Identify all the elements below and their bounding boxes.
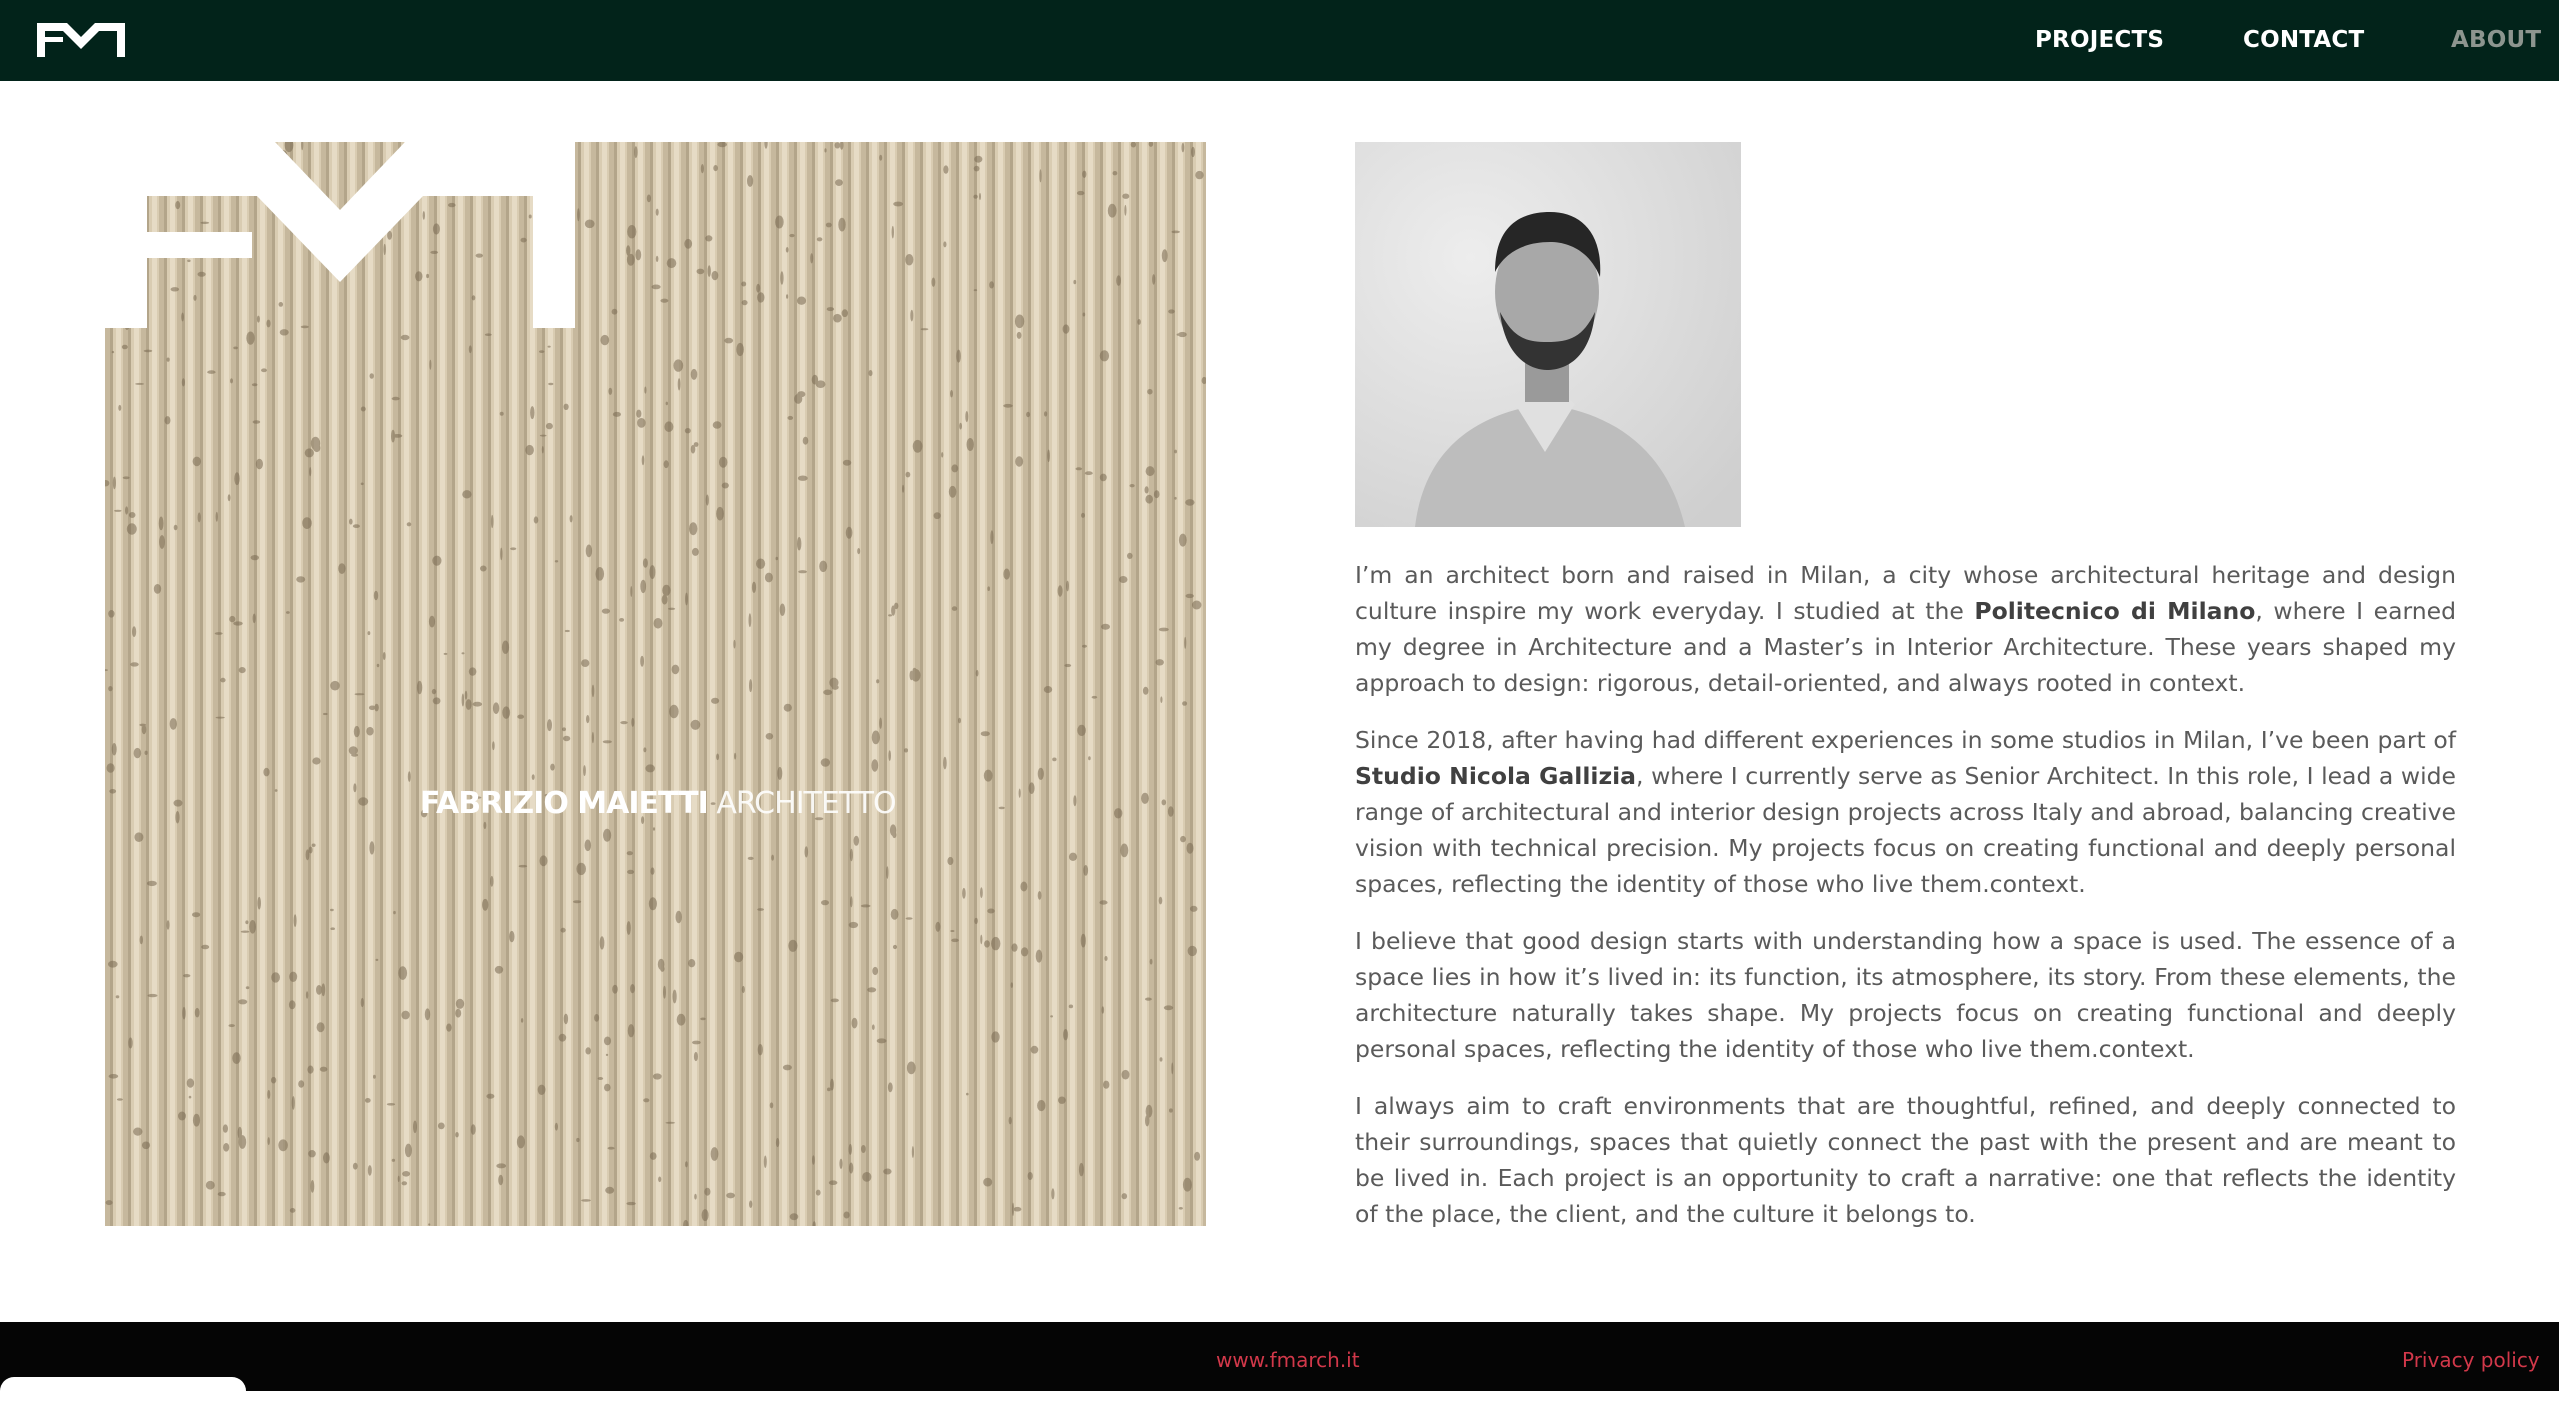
bio-paragraph-4: I always aim to craft environments that are thoughtful, refined, and deeply connected to their surroundings, spaces that quietly connect the past with the present and are meant to be lived in. Each project is an opportunity to craft a narrative: one that reflects the identity of the place, the client, and the culture it belongs to. <box>1355 1092 2456 1228</box>
bio-text: I’m an architect born and raised in Milan, a city whose architectural heritage and design culture inspire my work everyday. I studied at the <box>1355 561 2456 625</box>
hero-caption-name: FABRIZIO MAIETTI <box>420 786 708 821</box>
bio-paragraph-1 <box>1355 557 2456 701</box>
bio-text: , where I currently serve as Senior Architect. In this role, I lead a wide range of architectural and interior design projects across Italy and abroad, balancing creative vision with technical precision. My projects focus on creating functional and deeply personal spaces, reflecting the identity of those who live them.context. <box>1355 762 2456 898</box>
nav-contact[interactable]: CONTACT <box>2243 27 2365 53</box>
bio-paragraph-3: I believe that good design starts with understanding how a space is used. The essence of a space lies in how it’s lived in: its function, its atmosphere, its story. From these elements, the architecture naturally takes shape. My projects focus on creating functional and deeply personal spaces, reflecting the identity of those who live them.context. <box>1355 927 2456 1063</box>
footer-site-link[interactable]: www.fmarch.it <box>1216 1348 1360 1372</box>
portrait-photo <box>1355 142 1741 527</box>
nav-about[interactable]: ABOUT <box>2451 27 2542 53</box>
privacy-policy-link[interactable]: Privacy policy <box>2402 1348 2540 1372</box>
hero-caption <box>420 786 940 821</box>
hero-caption-title: ARCHITETTO <box>716 786 896 821</box>
site-footer <box>0 1322 2559 1391</box>
bio-text: Since 2018, after having had different experiences in some studios in Milan, I’ve been part of <box>1355 726 2456 754</box>
bio-highlight: Studio Nicola Gallizia <box>1355 762 1637 790</box>
bio-highlight: Politecnico di Milano <box>1974 597 2256 625</box>
site-header <box>0 0 2559 81</box>
cookie-consent-tab[interactable] <box>0 1377 246 1407</box>
fm-logo-mark <box>105 142 575 328</box>
nav-projects[interactable]: PROJECTS <box>2035 27 2165 53</box>
hero-image <box>105 142 1206 1226</box>
fm-monogram-icon[interactable] <box>37 23 125 57</box>
about-bio <box>1355 557 2456 1253</box>
bio-text: , where I earned my degree in Architecture and a Master’s in Interior Architecture. These years shaped my approach to design: rigorous, detail-oriented, and always rooted in context. <box>1355 597 2456 697</box>
bio-paragraph-2 <box>1355 722 2456 902</box>
